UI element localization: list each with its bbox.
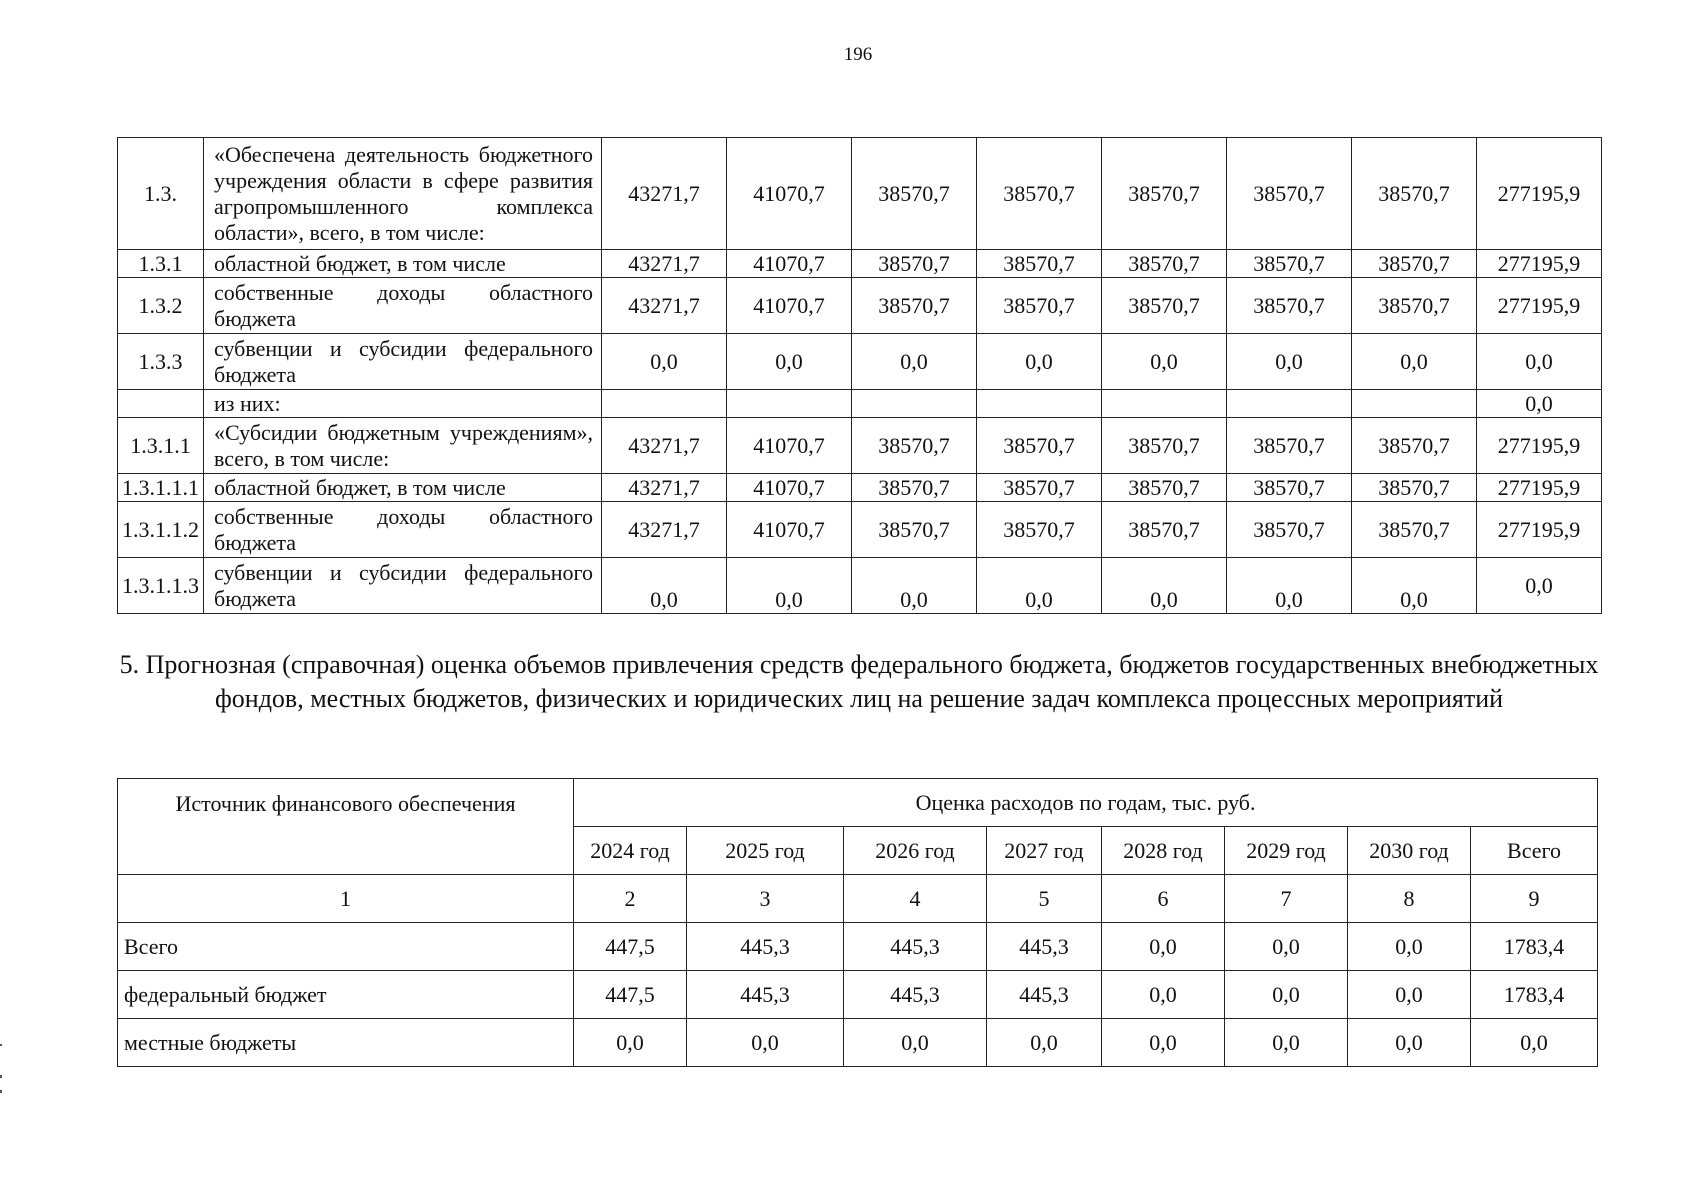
value-cell: 38570,7 [1102, 278, 1227, 334]
value-cell: 0,0 [1225, 923, 1348, 971]
value-cell: 38570,7 [1352, 278, 1477, 334]
year-header: 2029 год [1225, 827, 1348, 875]
column-number: 3 [687, 875, 844, 923]
value-cell: 445,3 [844, 971, 987, 1019]
value-cell: 277195,9 [1477, 278, 1602, 334]
year-header: 2026 год [844, 827, 987, 875]
row-description: субвенции и субсидии федерального бюджета [204, 334, 602, 390]
value-cell: 0,0 [1352, 334, 1477, 390]
column-number: 2 [574, 875, 687, 923]
row-code: 1.3. [118, 138, 204, 250]
value-cell: 38570,7 [1102, 502, 1227, 558]
value-cell: 0,0 [1102, 558, 1227, 614]
value-cell: 0,0 [1225, 971, 1348, 1019]
source-cell: местные бюджеты [118, 1019, 574, 1067]
value-cell: 0,0 [1348, 971, 1471, 1019]
value-cell: 0,0 [844, 1019, 987, 1067]
row-code [118, 390, 204, 418]
table-row [118, 474, 1602, 502]
value-cell: 0,0 [1102, 971, 1225, 1019]
value-cell: 0,0 [1227, 334, 1352, 390]
value-cell: 38570,7 [1102, 418, 1227, 474]
column-number: 8 [1348, 875, 1471, 923]
value-cell: 38570,7 [852, 418, 977, 474]
value-cell: 0,0 [687, 1019, 844, 1067]
table-row [118, 250, 1602, 278]
value-cell: 445,3 [844, 923, 987, 971]
value-cell: 43271,7 [602, 138, 727, 250]
value-cell: 38570,7 [977, 418, 1102, 474]
value-cell: 0,0 [1471, 1019, 1598, 1067]
value-cell [977, 390, 1102, 418]
margin-mark [0, 1075, 2, 1078]
value-cell: 43271,7 [602, 502, 727, 558]
value-cell: 43271,7 [602, 418, 727, 474]
row-code: 1.3.3 [118, 334, 204, 390]
value-cell: 41070,7 [727, 418, 852, 474]
header-estimate: Оценка расходов по годам, тыс. руб. [574, 779, 1598, 827]
row-code: 1.3.2 [118, 278, 204, 334]
row-description: «Обеспечена деятельность бюджетного учреждения области в сфере развития агропромышленного комплекса области», всего, в том числе: [204, 138, 602, 250]
table-row [118, 923, 1598, 971]
value-cell: 0,0 [1227, 558, 1352, 614]
value-cell: 38570,7 [1102, 250, 1227, 278]
funding-table [117, 137, 1602, 614]
row-description: областной бюджет, в том числе [204, 474, 602, 502]
value-cell: 0,0 [977, 334, 1102, 390]
value-cell: 41070,7 [727, 250, 852, 278]
value-cell: 38570,7 [977, 138, 1102, 250]
value-cell: 38570,7 [1352, 502, 1477, 558]
section-5-heading: 5. Прогнозная (справочная) оценка объемов привлечения средств федерального бюджета, бюджетов государственных внебюджетных фондов, местных бюджетов, физических и юридических лиц на решение задач комплекса процессных мероприятий [119, 650, 1599, 713]
column-numbers-row [118, 875, 1598, 923]
value-cell: 445,3 [987, 971, 1102, 1019]
value-cell: 43271,7 [602, 474, 727, 502]
value-cell: 0,0 [727, 334, 852, 390]
value-cell: 0,0 [1225, 1019, 1348, 1067]
row-code: 1.3.1.1.3 [118, 558, 204, 614]
source-cell: Всего [118, 923, 574, 971]
value-cell: 38570,7 [1227, 502, 1352, 558]
value-cell: 1783,4 [1471, 923, 1598, 971]
year-header: 2025 год [687, 827, 844, 875]
value-cell: 41070,7 [727, 502, 852, 558]
year-header: 2027 год [987, 827, 1102, 875]
value-cell: 277195,9 [1477, 250, 1602, 278]
value-cell: 277195,9 [1477, 474, 1602, 502]
value-cell: 0,0 [1352, 558, 1477, 614]
row-description: собственные доходы областного бюджета [204, 502, 602, 558]
table-row [118, 971, 1598, 1019]
column-number: 1 [118, 875, 574, 923]
value-cell: 38570,7 [852, 502, 977, 558]
value-cell: 445,3 [687, 923, 844, 971]
value-cell [1102, 390, 1227, 418]
table-row [118, 390, 1602, 418]
value-cell: 38570,7 [977, 474, 1102, 502]
column-number: 9 [1471, 875, 1598, 923]
value-cell [1227, 390, 1352, 418]
value-cell: 0,0 [1477, 558, 1602, 614]
value-cell: 38570,7 [1102, 474, 1227, 502]
value-cell: 38570,7 [1102, 138, 1227, 250]
table-row [118, 558, 1602, 614]
year-header: Всего [1471, 827, 1598, 875]
row-description: областной бюджет, в том числе [204, 250, 602, 278]
value-cell: 38570,7 [1227, 278, 1352, 334]
value-cell: 447,5 [574, 971, 687, 1019]
value-cell [1352, 390, 1477, 418]
table-row [118, 278, 1602, 334]
margin-mark [0, 1090, 2, 1093]
value-cell: 41070,7 [727, 138, 852, 250]
value-cell: 38570,7 [1352, 250, 1477, 278]
value-cell: 0,0 [987, 1019, 1102, 1067]
forecast-table [117, 778, 1598, 1067]
value-cell: 277195,9 [1477, 418, 1602, 474]
row-description: «Субсидии бюджетным учреждениям», всего, в том числе: [204, 418, 602, 474]
page-number: 196 [843, 44, 873, 65]
source-cell: федеральный бюджет [118, 971, 574, 1019]
value-cell: 38570,7 [1227, 138, 1352, 250]
value-cell: 445,3 [687, 971, 844, 1019]
year-header: 2030 год [1348, 827, 1471, 875]
value-cell: 38570,7 [977, 250, 1102, 278]
value-cell: 38570,7 [852, 278, 977, 334]
value-cell: 38570,7 [852, 138, 977, 250]
value-cell: 38570,7 [1227, 474, 1352, 502]
value-cell: 41070,7 [727, 474, 852, 502]
value-cell: 447,5 [574, 923, 687, 971]
row-code: 1.3.1.1.1 [118, 474, 204, 502]
table-row [118, 418, 1602, 474]
header-source: Источник финансового обеспечения [118, 779, 574, 875]
value-cell: 0,0 [727, 558, 852, 614]
value-cell: 0,0 [1102, 923, 1225, 971]
value-cell: 1783,4 [1471, 971, 1598, 1019]
column-number: 6 [1102, 875, 1225, 923]
value-cell [727, 390, 852, 418]
value-cell: 38570,7 [1352, 418, 1477, 474]
value-cell: 445,3 [987, 923, 1102, 971]
year-header: 2024 год [574, 827, 687, 875]
value-cell: 43271,7 [602, 250, 727, 278]
year-header: 2028 год [1102, 827, 1225, 875]
column-number: 7 [1225, 875, 1348, 923]
row-code: 1.3.1.1 [118, 418, 204, 474]
value-cell: 43271,7 [602, 278, 727, 334]
table-row [118, 334, 1602, 390]
margin-mark [0, 1044, 2, 1046]
row-description: собственные доходы областного бюджета [204, 278, 602, 334]
value-cell: 0,0 [977, 558, 1102, 614]
value-cell: 38570,7 [852, 250, 977, 278]
value-cell: 277195,9 [1477, 138, 1602, 250]
value-cell: 38570,7 [1227, 418, 1352, 474]
row-description: субвенции и субсидии федерального бюджета [204, 558, 602, 614]
value-cell: 0,0 [852, 558, 977, 614]
table-row [118, 1019, 1598, 1067]
value-cell: 41070,7 [727, 278, 852, 334]
table-row [118, 502, 1602, 558]
value-cell: 277195,9 [1477, 502, 1602, 558]
value-cell: 0,0 [602, 558, 727, 614]
value-cell: 0,0 [1348, 923, 1471, 971]
value-cell: 0,0 [1102, 1019, 1225, 1067]
value-cell [852, 390, 977, 418]
row-code: 1.3.1.1.2 [118, 502, 204, 558]
value-cell: 38570,7 [852, 474, 977, 502]
table-header-row [118, 779, 1598, 827]
value-cell: 38570,7 [977, 278, 1102, 334]
row-description: из них: [204, 390, 602, 418]
value-cell: 0,0 [1477, 334, 1602, 390]
value-cell: 0,0 [852, 334, 977, 390]
value-cell: 38570,7 [1352, 474, 1477, 502]
value-cell: 38570,7 [977, 502, 1102, 558]
column-number: 5 [987, 875, 1102, 923]
value-cell: 0,0 [1348, 1019, 1471, 1067]
value-cell: 0,0 [1477, 390, 1602, 418]
value-cell: 38570,7 [1227, 250, 1352, 278]
value-cell: 38570,7 [1352, 138, 1477, 250]
value-cell: 0,0 [1102, 334, 1227, 390]
value-cell: 0,0 [574, 1019, 687, 1067]
row-code: 1.3.1 [118, 250, 204, 278]
value-cell: 0,0 [602, 334, 727, 390]
value-cell [602, 390, 727, 418]
column-number: 4 [844, 875, 987, 923]
table-row [118, 138, 1602, 250]
